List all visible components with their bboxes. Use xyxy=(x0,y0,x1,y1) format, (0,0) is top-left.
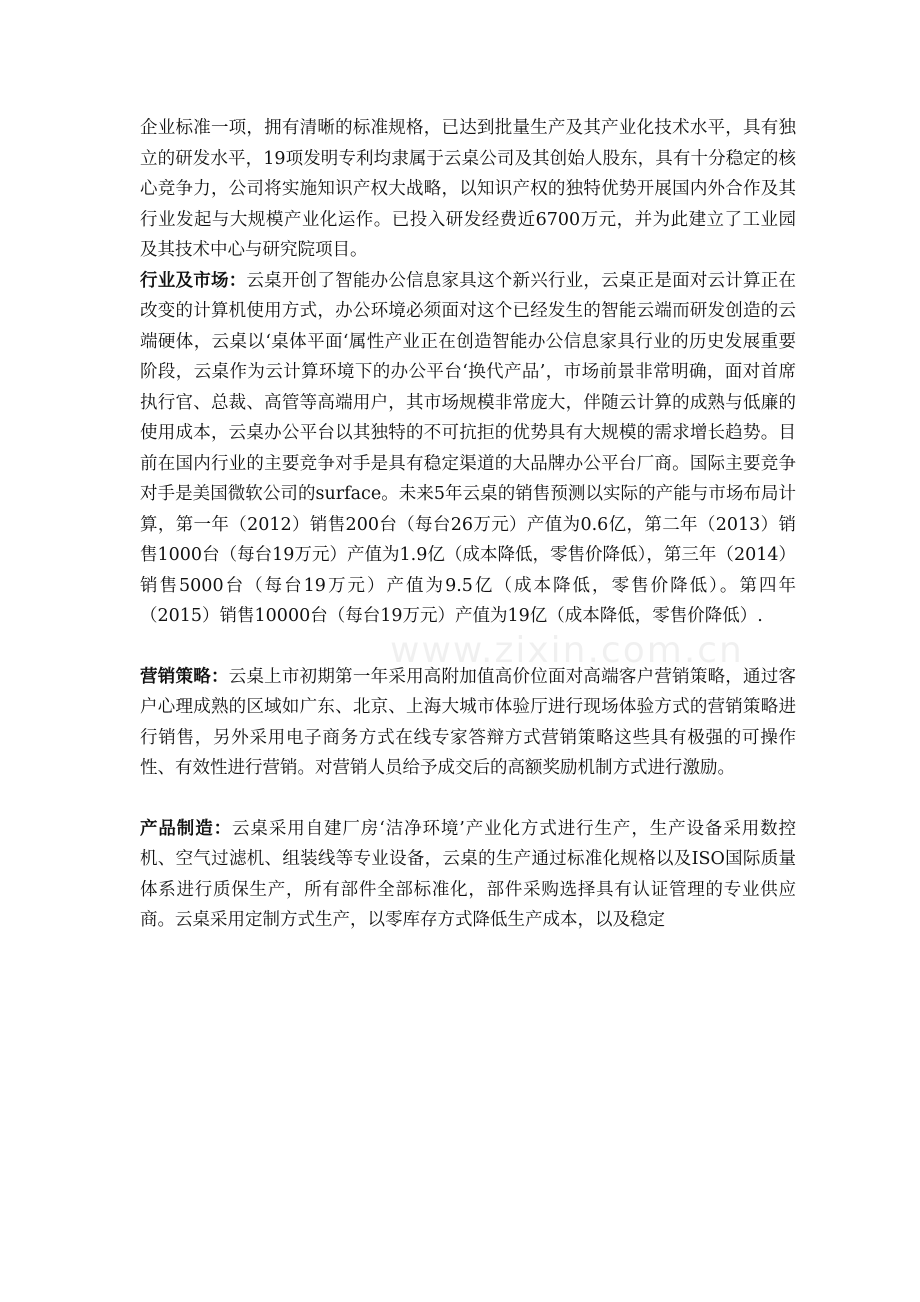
watermark-text: www.zixin.com.cn xyxy=(390,630,744,671)
market-heading: 行业及市场： xyxy=(140,270,247,291)
manufacturing-paragraph xyxy=(140,814,796,936)
paragraph-spacer xyxy=(140,632,796,662)
market-text: 云桌开创了智能办公信息家具这个新兴行业，云桌正是面对云计算正在改变的计算机使用方式，办公环境必须面对这个已经发生的智能云端而研发创造的云端硬体，云桌以‘桌体平面‘属性产业正在创造智能办公信息家具行业的历史发展重要阶段，云桌作为云计算环境下的办公平台‘换代产品’，市场前景非常明确，面对首席执行官、总裁、高管等高端用户，其市场规模非常庞大，伴随云计算的成熟与低廉的使用成本，云桌办公平台以其独特的不可抗拒的优势具有大规模的需求增长趋势。目前在国内行业的主要竞争对手是具有稳定渠道的大品牌办公平台厂商。国际主要竞争对手是美国微软公司的surface。未来5年云桌的销售预测以实际的产能与市场布局计算，第一年（2012）销售200台（每台26万元）产值为0.6亿，第二年（2013）销售1000台（每台19万元）产值为1.9亿（成本降低，零售价降低），第三年（2014）销售5000台（每台19万元）产值为9.5亿（成本降低，零售价降低）。第四年（2015）销售10000台（每台19万元）产值为19亿（成本降低，零售价降低）. xyxy=(140,270,797,626)
market-paragraph xyxy=(140,266,796,632)
marketing-text: 云桌上市初期第一年采用高附加值高价位面对高端客户营销策略，通过客户心理成熟的区域如广东、北京、上海大城市体验厅进行现场体验方式的营销策略进行销售，另外采用电子商务方式在线专家答辩方式营销策略这些具有极强的可操作性、有效性进行营销。对营销人员给予成交后的高额奖励机制方式进行激励。 xyxy=(140,666,797,778)
paragraph-spacer xyxy=(140,784,796,814)
marketing-heading: 营销策略： xyxy=(140,666,229,687)
marketing-paragraph xyxy=(140,662,796,784)
document-body xyxy=(140,113,796,936)
manufacturing-text: 云桌采用自建厂房‘洁净环境’产业化方式进行生产，生产设备采用数控机、空气过滤机、组装线等专业设备，云桌的生产通过标准化规格以及ISO国际质量体系进行质保生产，所有部件全部标准化，部件采购选择具有认证管理的专业供应商。云桌采用定制方式生产，以零库存方式降低生产成本，以及稳定 xyxy=(140,818,797,930)
intro-paragraph: 企业标准一项，拥有清晰的标准规格，已达到批量生产及其产业化技术水平，具有独立的研发水平，19项发明专利均隶属于云桌公司及其创始人股东，具有十分稳定的核心竞争力，公司将实施知识产权大战略，以知识产权的独特优势开展国内外合作及其行业发起与大规模产业化运作。已投入研发经费近6700万元，并为此建立了工业园及其技术中心与研究院项目。 xyxy=(140,118,796,260)
manufacturing-heading: 产品制造： xyxy=(140,818,233,839)
